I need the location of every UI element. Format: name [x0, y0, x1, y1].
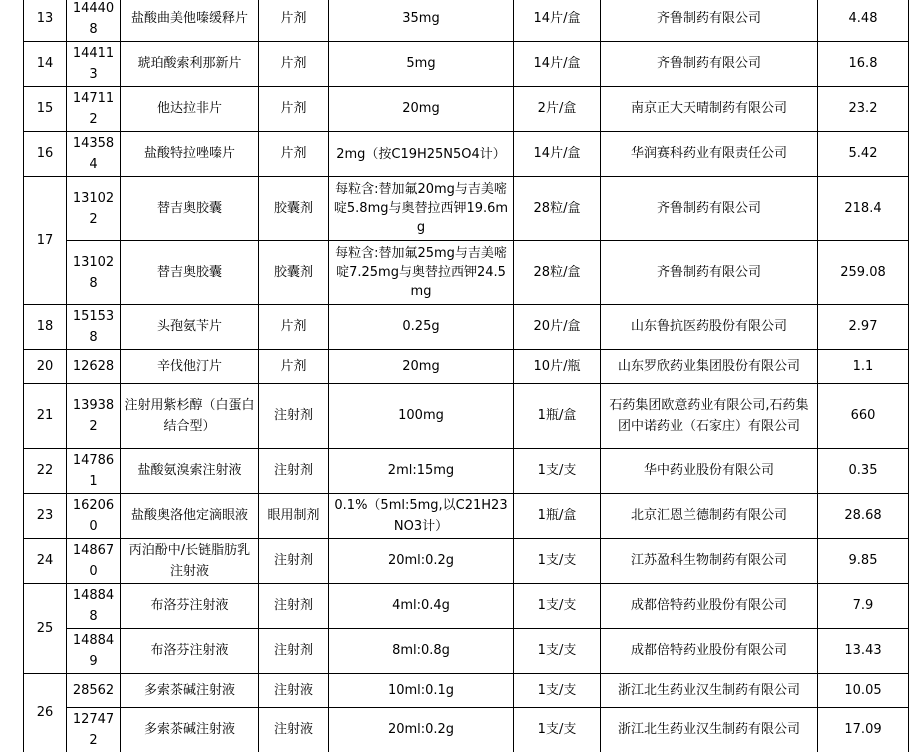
row-number: 21	[24, 384, 67, 449]
drug-code: 148849	[67, 629, 121, 674]
packaging: 1支/支	[514, 629, 601, 674]
packaging: 2片/盒	[514, 87, 601, 132]
drug-name: 琥珀酸索利那新片	[121, 42, 259, 87]
drug-name: 注射用紫杉醇（白蛋白结合型）	[121, 384, 259, 449]
specification: 20mg	[329, 350, 514, 384]
row-number: 15	[24, 87, 67, 132]
drug-code: 147861	[67, 449, 121, 494]
manufacturer: 齐鲁制药有限公司	[601, 0, 818, 42]
row-number: 24	[24, 539, 67, 584]
specification: 2ml:15mg	[329, 449, 514, 494]
drug-code: 131028	[67, 241, 121, 305]
packaging: 20片/盒	[514, 305, 601, 350]
specification: 35mg	[329, 0, 514, 42]
packaging: 1支/支	[514, 539, 601, 584]
price: 9.85	[818, 539, 909, 584]
drug-code: 12628	[67, 350, 121, 384]
dosage-form: 注射液	[259, 708, 329, 752]
row-number: 14	[24, 42, 67, 87]
table-row	[24, 539, 909, 584]
price: 2.97	[818, 305, 909, 350]
price: 4.48	[818, 0, 909, 42]
drug-name: 替吉奥胶囊	[121, 241, 259, 305]
drug-code: 144408	[67, 0, 121, 42]
specification: 20mg	[329, 87, 514, 132]
price: 0.35	[818, 449, 909, 494]
drug-code: 28562	[67, 674, 121, 708]
price: 218.4	[818, 177, 909, 241]
row-number: 20	[24, 350, 67, 384]
table-row	[24, 384, 909, 449]
drug-code: 139382	[67, 384, 121, 449]
dosage-form: 片剂	[259, 87, 329, 132]
table-row	[24, 87, 909, 132]
row-number: 26	[24, 674, 67, 752]
table-row	[24, 494, 909, 539]
drug-name: 丙泊酚中/长链脂肪乳注射液	[121, 539, 259, 584]
drug-name: 他达拉非片	[121, 87, 259, 132]
drug-code: 162060	[67, 494, 121, 539]
specification: 0.1%（5ml:5mg,以C21H23NO3计）	[329, 494, 514, 539]
dosage-form: 胶囊剂	[259, 177, 329, 241]
packaging: 1瓶/盒	[514, 494, 601, 539]
drug-code: 127472	[67, 708, 121, 752]
row-number: 23	[24, 494, 67, 539]
dosage-form: 片剂	[259, 0, 329, 42]
manufacturer: 华中药业股份有限公司	[601, 449, 818, 494]
manufacturer: 石药集团欧意药业有限公司,石药集团中诺药业（石家庄）有限公司	[601, 384, 818, 449]
dosage-form: 片剂	[259, 305, 329, 350]
price: 28.68	[818, 494, 909, 539]
dosage-form: 注射剂	[259, 449, 329, 494]
table-row	[24, 584, 909, 629]
drug-code: 151538	[67, 305, 121, 350]
drug-code: 148848	[67, 584, 121, 629]
price: 13.43	[818, 629, 909, 674]
price: 16.8	[818, 42, 909, 87]
specification: 20ml:0.2g	[329, 539, 514, 584]
row-number: 18	[24, 305, 67, 350]
dosage-form: 片剂	[259, 42, 329, 87]
dosage-form: 胶囊剂	[259, 241, 329, 305]
specification: 每粒含:替加氟25mg与吉美嘧啶7.25mg与奥替拉西钾24.5mg	[329, 241, 514, 305]
manufacturer: 齐鲁制药有限公司	[601, 177, 818, 241]
specification: 0.25g	[329, 305, 514, 350]
manufacturer: 山东罗欣药业集团股份有限公司	[601, 350, 818, 384]
table-row	[24, 674, 909, 708]
drug-name: 辛伐他汀片	[121, 350, 259, 384]
dosage-form: 注射剂	[259, 384, 329, 449]
price: 1.1	[818, 350, 909, 384]
price: 5.42	[818, 132, 909, 177]
table-row	[24, 708, 909, 752]
manufacturer: 成都倍特药业股份有限公司	[601, 629, 818, 674]
dosage-form: 注射剂	[259, 584, 329, 629]
manufacturer: 山东鲁抗医药股份有限公司	[601, 305, 818, 350]
manufacturer: 成都倍特药业股份有限公司	[601, 584, 818, 629]
drug-code: 143584	[67, 132, 121, 177]
packaging: 1支/支	[514, 584, 601, 629]
packaging: 1支/支	[514, 708, 601, 752]
specification: 2mg（按C19H25N5O4计）	[329, 132, 514, 177]
drug-name: 布洛芬注射液	[121, 584, 259, 629]
price: 10.05	[818, 674, 909, 708]
table-row	[24, 241, 909, 305]
drug-name: 盐酸曲美他嗪缓释片	[121, 0, 259, 42]
price: 17.09	[818, 708, 909, 752]
packaging: 1瓶/盒	[514, 384, 601, 449]
drug-code: 131022	[67, 177, 121, 241]
table-row	[24, 449, 909, 494]
packaging: 1支/支	[514, 674, 601, 708]
packaging: 28粒/盒	[514, 241, 601, 305]
packaging: 1支/支	[514, 449, 601, 494]
manufacturer: 北京汇恩兰德制药有限公司	[601, 494, 818, 539]
drug-name: 头孢氨苄片	[121, 305, 259, 350]
manufacturer: 江苏盈科生物制药有限公司	[601, 539, 818, 584]
row-number: 17	[24, 177, 67, 305]
price: 23.2	[818, 87, 909, 132]
dosage-form: 片剂	[259, 350, 329, 384]
packaging: 14片/盒	[514, 132, 601, 177]
table-row	[24, 350, 909, 384]
dosage-form: 注射剂	[259, 539, 329, 584]
drug-code: 148670	[67, 539, 121, 584]
drug-name: 盐酸氨溴索注射液	[121, 449, 259, 494]
dosage-form: 眼用制剂	[259, 494, 329, 539]
row-number: 22	[24, 449, 67, 494]
row-number: 16	[24, 132, 67, 177]
drug-price-table	[23, 0, 909, 752]
manufacturer: 浙江北生药业汉生制药有限公司	[601, 674, 818, 708]
manufacturer: 齐鲁制药有限公司	[601, 42, 818, 87]
specification: 每粒含:替加氟20mg与吉美嘧啶5.8mg与奥替拉西钾19.6mg	[329, 177, 514, 241]
specification: 5mg	[329, 42, 514, 87]
table-row	[24, 132, 909, 177]
manufacturer: 南京正大天晴制药有限公司	[601, 87, 818, 132]
drug-name: 多索茶碱注射液	[121, 674, 259, 708]
specification: 100mg	[329, 384, 514, 449]
manufacturer: 浙江北生药业汉生制药有限公司	[601, 708, 818, 752]
specification: 20ml:0.2g	[329, 708, 514, 752]
table-row	[24, 629, 909, 674]
dosage-form: 注射液	[259, 674, 329, 708]
packaging: 14片/盒	[514, 0, 601, 42]
table-row	[24, 177, 909, 241]
table-row	[24, 0, 909, 42]
drug-code: 147112	[67, 87, 121, 132]
table-row	[24, 305, 909, 350]
packaging: 10片/瓶	[514, 350, 601, 384]
packaging: 14片/盒	[514, 42, 601, 87]
specification: 4ml:0.4g	[329, 584, 514, 629]
drug-name: 多索茶碱注射液	[121, 708, 259, 752]
row-number: 25	[24, 584, 67, 674]
dosage-form: 注射剂	[259, 629, 329, 674]
drug-name: 盐酸奥洛他定滴眼液	[121, 494, 259, 539]
drug-name: 布洛芬注射液	[121, 629, 259, 674]
manufacturer: 齐鲁制药有限公司	[601, 241, 818, 305]
dosage-form: 片剂	[259, 132, 329, 177]
price: 660	[818, 384, 909, 449]
drug-name: 盐酸特拉唑嗪片	[121, 132, 259, 177]
row-number: 13	[24, 0, 67, 42]
manufacturer: 华润赛科药业有限责任公司	[601, 132, 818, 177]
drug-name: 替吉奥胶囊	[121, 177, 259, 241]
price: 259.08	[818, 241, 909, 305]
specification: 10ml:0.1g	[329, 674, 514, 708]
specification: 8ml:0.8g	[329, 629, 514, 674]
packaging: 28粒/盒	[514, 177, 601, 241]
price: 7.9	[818, 584, 909, 629]
drug-code: 144113	[67, 42, 121, 87]
table-row	[24, 42, 909, 87]
